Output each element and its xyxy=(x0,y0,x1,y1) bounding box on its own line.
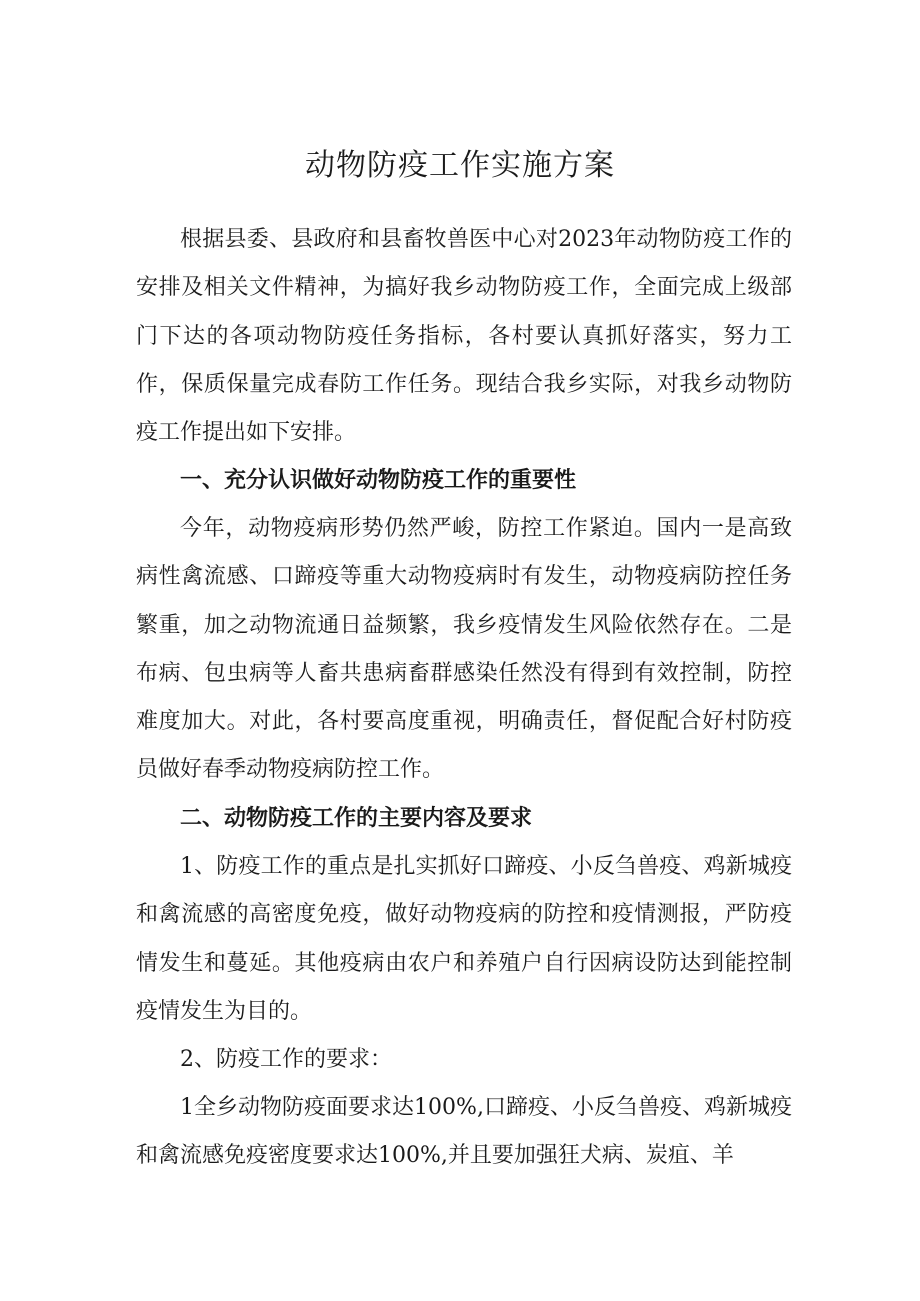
paragraph-requirements-label: 2、防疫工作的要求： xyxy=(180,1047,392,1072)
paragraph-importance: 今年，动物疫病形势仍然严峻，防控工作紧迫。国内一是高致病性禽流感、口蹄疫等重大动物疫病时有发生，动物疫病防控任务繁重，加之动物流通日益频繁，我乡疫情发生风险依然存在。二是布病、包虫病等人畜共患病畜群感染任然没有得到有效控制，防控难度加大。对此，各村要高度重视，明确责任，督促配合好村防疫员做好春季动物疫病防控工作。 xyxy=(136,516,792,783)
section-heading-2: 二、动物防疫工作的主要内容及要求 xyxy=(180,806,533,831)
paragraph-key-points: 1、防疫工作的重点是扎实抓好口蹄疫、小反刍兽疫、鸡新城疫和禽流感的高密度免疫，做好动物疫病的防控和疫情测报，严防疫情发生和蔓延。其他疫病由农户和养殖户自行因病设防达到能控制疫情发生为目的。 xyxy=(136,854,792,1024)
paragraph-intro: 根据县委、县政府和县畜牧兽医中心对2023年动物防疫工作的安排及相关文件精神，为搞好我乡动物防疫工作，全面完成上级部门下达的各项动物防疫任务指标，各村要认真抓好落实，努力工作，保质保量完成春防工作任务。现结合我乡实际，对我乡动物防疫工作提出如下安排。 xyxy=(136,227,792,446)
document-title: 动物防疫工作实施方案 xyxy=(305,148,615,183)
section-heading-1: 一、充分认识做好动物防疫工作的重要性 xyxy=(180,468,577,493)
paragraph-coverage-requirement: 1全乡动物防疫面要求达100%,口蹄疫、小反刍兽疫、鸡新城疫和禽流感免疫密度要求达100%,并且要加强狂犬病、炭疽、羊 xyxy=(136,1095,792,1169)
